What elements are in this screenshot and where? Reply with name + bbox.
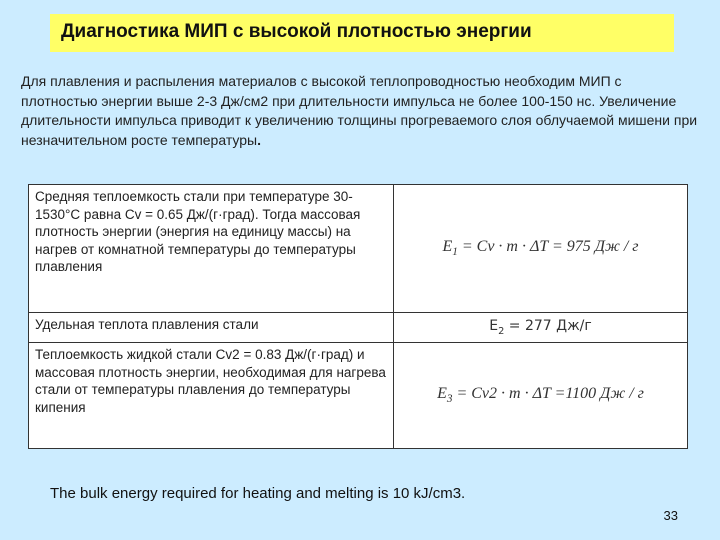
intro-paragraph — [21, 72, 701, 150]
slide-title — [50, 14, 674, 52]
row-description: Теплоемкость жидкой стали Cv2 = 0.83 Дж/(г·град) и массовая плотность энергии, необходимая для нагрева стали от температуры плавления до температуры кипения — [29, 343, 394, 449]
table-row — [29, 343, 688, 449]
table-row — [29, 185, 688, 313]
row-description: Средняя теплоемкость стали при температуре 30-1530°С равна Cv = 0.65 Дж/(г·град). Тогда массовая плотность энергии (энергия на единицу массы) на нагрев от комнатной температуры до температуры плавления — [29, 185, 394, 313]
slide-title-text: Диагностика МИП с высокой плотностью энергии — [61, 21, 532, 42]
formula-lhs-sub: 2 — [498, 325, 505, 337]
formula-lhs-sub: 1 — [452, 246, 458, 259]
row-description: Удельная теплота плавления стали — [29, 313, 394, 343]
formula-rhs: = 277 Дж/г — [508, 318, 592, 335]
formula-lhs: E — [489, 318, 499, 335]
energy-table — [28, 184, 688, 449]
formula-rhs: = Cv2 · m · ΔT =1100 Дж / г — [456, 385, 644, 403]
table-row — [29, 313, 688, 343]
formula-lhs: E — [442, 238, 453, 256]
intro-text: Для плавления и распыления материалов с высокой теплопроводностью необходим МИП с плотностью энергии выше 2-3 Дж/см2 при длительности импульса не более 100-150 нс. Увеличение длительности импульса приводит к увеличению толщины прогреваемого слоя облучаемой мишени при незначительном росте температуры — [21, 73, 698, 148]
formula-e1 — [394, 185, 688, 313]
footer-note: The bulk energy required for heating and melting is 10 kJ/cm3. — [50, 485, 466, 502]
formula-lhs: E — [437, 385, 447, 403]
formula-e2 — [394, 313, 688, 343]
intro-end: . — [257, 131, 261, 148]
formula-e3 — [394, 343, 688, 449]
formula-rhs: = Cv · m · ΔT = 975 Дж / г — [461, 238, 639, 256]
formula-lhs-sub: 3 — [446, 393, 453, 406]
page-number: 33 — [663, 508, 678, 523]
